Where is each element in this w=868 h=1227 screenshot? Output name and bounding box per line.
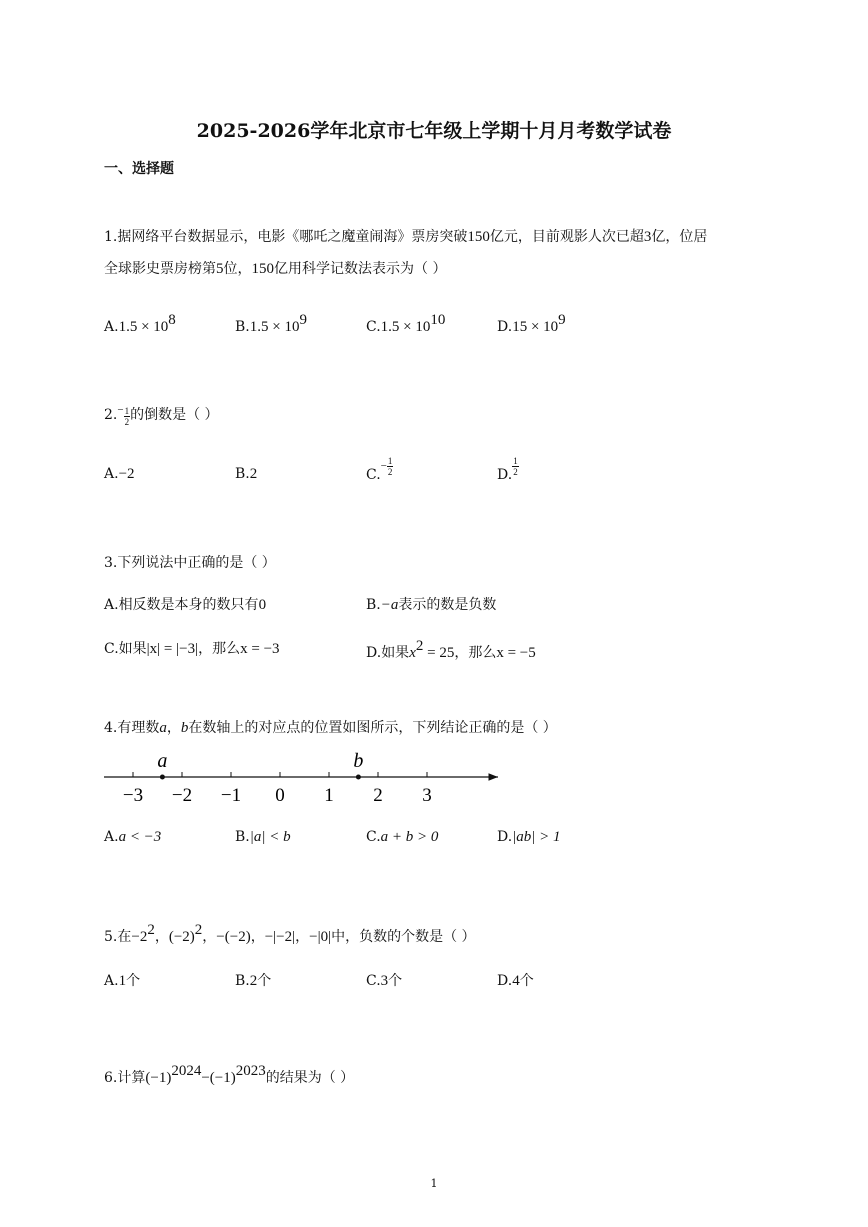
question-4: 4.有理数a，b在数轴上的对应点的位置如图所示，下列结论正确的是（ ） (104, 720, 557, 736)
point-b (356, 775, 361, 780)
q4-option-c[interactable]: C.a + b > 0 (366, 829, 439, 845)
number-line (0, 745, 868, 810)
question-2: 2.− $\frac{1}{2}$ 的倒数是（ ） (104, 404, 219, 427)
q1-text: 亿元，目前观影人次已超 (489, 229, 644, 245)
q4-option-d[interactable]: D.|ab| > 1 (497, 829, 561, 845)
point-b-label: b (353, 750, 364, 772)
section-heading: 一、选择题 (104, 161, 174, 177)
axis-tick-label: −3 (122, 785, 144, 806)
q1-number-150: 150 (467, 229, 490, 245)
axis-tick-label: −1 (220, 785, 242, 806)
question-6: 6.计算$(-1)^{2024}-(-1)^{2023}$的结果为（ ） (104, 1063, 355, 1086)
question-3: 3.下列说法中正确的是（ ） (104, 555, 276, 571)
axis-tick-label: −2 (171, 785, 193, 806)
q1-option-d[interactable]: $D.15 \times 10^9$ (497, 312, 566, 335)
axis-tick-label: 3 (422, 785, 432, 806)
question-5: 5.在$-2^2$，$(-2)^2$，−(−2)，−|−2|，−|0|中，负数的个数是（ ） (104, 922, 476, 945)
page-number: 1 (430, 1177, 438, 1190)
q3-option-a[interactable]: A.相反数是本身的数只有0 (104, 597, 267, 613)
q3-option-d[interactable]: D.如果$x^2 = 25$，那么x = −5 (366, 638, 536, 661)
question-1-line-2 (104, 258, 446, 278)
axis-tick-label: 0 (275, 785, 285, 806)
axis-tick-label: 1 (324, 785, 334, 806)
q5-option-d[interactable]: D.4个 (497, 973, 534, 989)
point-a (160, 775, 165, 780)
q2-option-b[interactable]: B.2 (235, 466, 258, 482)
fraction-one-half: $\frac{1}{2}$ (124, 406, 130, 427)
q1-text: 亿，位居 (651, 229, 708, 245)
q3-option-b[interactable]: B.−a表示的数是负数 (366, 597, 497, 613)
q2-option-d[interactable]: D. $\frac{1}{2}$ (497, 456, 518, 483)
point-a-label: a (157, 750, 168, 772)
q1-option-c[interactable]: $C.1.5 \times 10^{10}$ (366, 312, 446, 335)
q2-option-a[interactable]: A.−2 (104, 466, 135, 482)
q4-option-b[interactable]: B.|a| < b (235, 829, 291, 845)
q1-text: 位， (223, 261, 252, 277)
q1-number-150: 150 (251, 261, 274, 277)
page-title: 2025-2026学年北京市七年级上学期十月月考数学试卷 (196, 120, 672, 142)
q1-text: 亿用科学记数法表示为（ ） (274, 261, 447, 277)
axis-tick-label: 2 (373, 785, 383, 806)
q3-option-c[interactable]: C.如果|x| = |−3|，那么x = −3 (104, 641, 280, 657)
question-1-line-1 (104, 226, 707, 246)
q5-option-c[interactable]: C.3个 (366, 973, 403, 989)
q5-option-b[interactable]: B.2个 (235, 973, 272, 989)
q1-option-a[interactable]: $A.1.5 \times 10^8$ (104, 312, 176, 335)
q1-text: 1.据网络平台数据显示，电影《哪吒之魔童闹海》票房突破 (104, 229, 468, 245)
q2-option-c[interactable]: C.− $\frac{1}{2}$ (366, 456, 393, 483)
q5-option-a[interactable]: A.1个 (104, 973, 141, 989)
q1-number-5: 5 (216, 261, 224, 277)
q1-text: 全球影史票房榜第 (104, 261, 216, 277)
q4-option-a[interactable]: A.a < −3 (104, 829, 162, 845)
q1-number-3: 3 (643, 229, 652, 245)
q1-option-b[interactable]: $B.1.5 \times 10^9$ (235, 312, 307, 335)
